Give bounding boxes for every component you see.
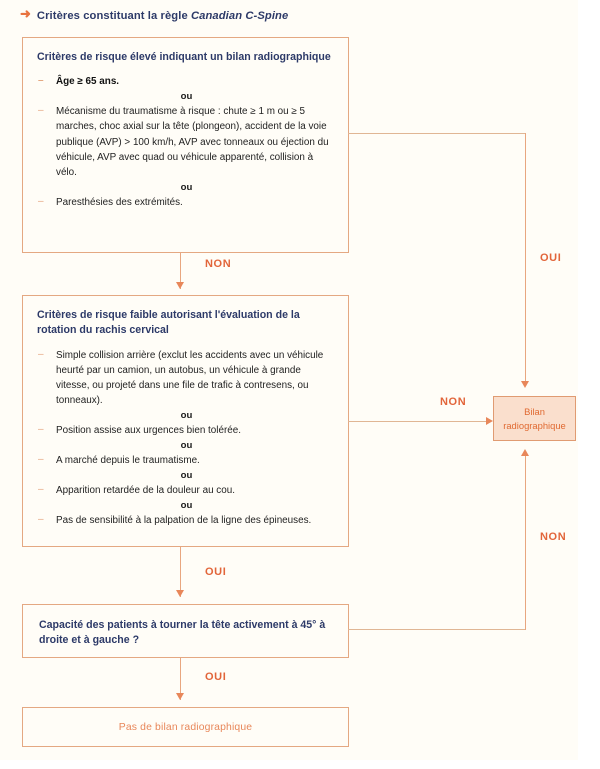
arrow-head-down-icon (176, 590, 184, 597)
separator-ou: ou (180, 91, 193, 103)
list-item-text: Apparition retardée de la douleur au cou. (56, 485, 235, 496)
list-item (37, 195, 332, 210)
edge-label-rotation-to-norad: OUI (205, 671, 227, 683)
arrow-head-up-icon (521, 449, 529, 456)
list-item (37, 483, 332, 498)
dash-bullet-icon: – (38, 195, 44, 207)
dash-bullet-icon: – (38, 453, 44, 465)
high-risk-criteria-list (37, 74, 332, 209)
list-item (37, 74, 332, 89)
arrow-head-right-icon (486, 417, 493, 425)
list-item-text: Mécanisme du traumatisme à risque : chute ≥ 1 m ou ≥ 5 marches, choc axial sur la tête (plongeon), accident de la voie publique (AVP) > 100 km/h, AVP avec tonneaux ou éjection du véhicule, AVP avec quad ou véhicule apparenté, collision à vélo. (56, 106, 329, 178)
box-no-radiography-content (23, 708, 348, 746)
connector-low-to-bilan (348, 421, 487, 422)
separator-ou: ou (180, 500, 193, 512)
no-radiography-label: Pas de bilan radiographique (118, 721, 253, 733)
separator-ou: ou (180, 409, 193, 421)
separator-ou: ou (180, 470, 193, 481)
box-high-risk-heading: Critères de risque élevé indiquant un bilan radiographique (37, 51, 331, 63)
box-rotation-content (23, 605, 348, 662)
list-item-text: Âge ≥ 65 ans. (56, 76, 120, 88)
list-item-text: Simple collision arrière (exclut les accidents avec un véhicule heurté par un camion, un autobus, un véhicule à grande vitesse, ou projeté dans une file de trafic à contresens, ou tonneaux). (56, 349, 324, 406)
list-item (37, 348, 332, 408)
list-item (37, 104, 332, 179)
bilan-label-line2: radiographique (503, 419, 566, 431)
arrow-head-down-icon (176, 282, 184, 289)
box-rotation-heading: Capacité des patients à tourner la tête activement à 45° à droite et à gauche ? (39, 619, 326, 647)
page-title (20, 8, 288, 22)
box-high-risk-content (23, 38, 348, 222)
right-arrow-icon: ➜ (20, 6, 31, 21)
list-item-text: Position assise aux urgences bien tolérée. (56, 424, 241, 436)
list-item-text: Paresthésies des extrémités. (56, 196, 183, 208)
box-no-radiography (22, 707, 349, 747)
edge-label-low-to-bilan: NON (440, 396, 467, 408)
list-item (37, 513, 332, 528)
connector-rotation-to-bilan-horizontal (348, 629, 526, 630)
edge-label-high-to-bilan: OUI (540, 252, 562, 264)
connector-high-to-bilan-vertical (525, 133, 526, 381)
separator-ou: ou (180, 181, 193, 193)
box-bilan-radiographique (493, 396, 576, 441)
dash-bullet-icon: – (38, 514, 44, 526)
arrow-head-down-icon (176, 693, 184, 700)
bilan-label-line1: Bilan (524, 405, 545, 417)
title-plain: Critères constituant la règle (36, 10, 191, 22)
dash-bullet-icon: – (38, 75, 44, 87)
page-title-text (37, 10, 288, 22)
dash-bullet-icon: – (38, 348, 44, 360)
dash-bullet-icon: – (38, 105, 44, 117)
title-italic: Canadian C-Spine (190, 10, 289, 22)
bilan-label (500, 405, 569, 432)
box-low-risk-criteria (22, 295, 349, 547)
arrow-head-down-icon (521, 381, 529, 388)
edge-label-high-to-low: NON (205, 258, 232, 270)
list-item (37, 423, 332, 438)
edge-label-low-to-rotation: OUI (205, 566, 227, 578)
low-risk-criteria-list (37, 348, 332, 528)
box-high-risk-criteria (22, 37, 349, 253)
connector-high-to-bilan-horizontal (348, 133, 526, 134)
box-low-risk-heading: Critères de risque faible autorisant l'évaluation de la rotation du rachis cervical (37, 309, 300, 337)
box-rotation-question (22, 604, 349, 658)
list-item-text: A marché depuis le traumatisme. (56, 454, 200, 466)
box-low-risk-content (23, 296, 348, 540)
separator-ou: ou (180, 439, 193, 451)
edge-label-rotation-to-bilan: NON (540, 531, 567, 543)
list-item (37, 453, 332, 468)
dash-bullet-icon: – (38, 423, 44, 435)
connector-rotation-to-bilan-vertical (525, 456, 526, 630)
list-item-text: Pas de sensibilité à la palpation de la ligne des épineuses. (56, 515, 312, 527)
dash-bullet-icon: – (38, 484, 44, 495)
